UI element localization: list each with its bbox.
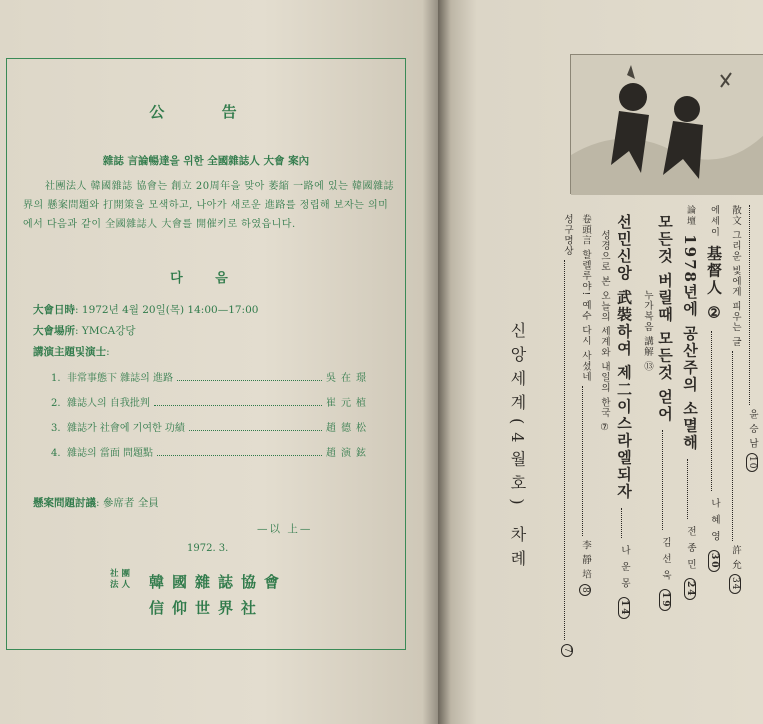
place-row: 大會場所: YMCA강당: [33, 325, 136, 337]
dot-leader: [732, 351, 738, 541]
toc-author: 나 혜 영: [709, 497, 720, 543]
org-name-2: 信仰世界社: [149, 599, 265, 617]
date-row: 大會日時: 1972년 4월 20일(목) 14:00—17:00: [33, 304, 259, 316]
dot-leader: [582, 386, 588, 536]
discussion-label: 懸案問題討議: [33, 497, 96, 509]
dot-leader: [749, 205, 755, 405]
toc-entry: [745, 205, 759, 472]
illustration: [570, 54, 763, 194]
speech-item: [51, 394, 371, 419]
speech-item: [51, 369, 371, 394]
dot-leader: [154, 400, 322, 406]
toc-author: 李 靜 培: [580, 539, 591, 580]
toc-entry: [578, 214, 592, 596]
toc-entry: [597, 230, 611, 434]
org-tag: 社 團 法 人: [110, 569, 130, 590]
speech-speaker: 吳在璟: [326, 373, 371, 384]
speech-num: 3.: [51, 423, 61, 434]
toc-page: 8: [579, 584, 591, 597]
notice-subtitle: 雜誌 言論暢達을 위한 全國雜誌人 大會 案內: [102, 155, 310, 167]
toc-entry: [614, 214, 635, 619]
dot-leader: [687, 459, 693, 519]
place-label: 大會場所: [33, 325, 75, 337]
discussion-row: 懸案問題討議: 參席者 全員: [33, 497, 159, 509]
speech-item: [51, 444, 371, 469]
toc-entry: [560, 214, 574, 657]
speech-speaker: 趙演鉉: [326, 448, 371, 459]
speech-num: 2.: [51, 398, 61, 409]
dot-leader: [189, 425, 322, 431]
speech-speaker: 趙德松: [326, 423, 371, 434]
toc-entry: [704, 205, 725, 572]
toc-title: 성경으로 본 오늘의 세계와 내일의 한국 ⑦: [599, 230, 610, 435]
speech-topic: 雜誌人의 自我批判: [67, 398, 150, 409]
speech-num: 4.: [51, 448, 61, 459]
date-value: 1972년 4월 20일(목) 14:00—17:00: [81, 304, 259, 316]
toc-page: 34: [729, 574, 741, 593]
toc-page: 7: [561, 644, 573, 657]
toc-author: 윤 승 남: [747, 409, 758, 449]
toc-author: 許 允: [730, 545, 741, 571]
toc-title: 성구명상: [562, 214, 573, 256]
toc-page: 14: [618, 597, 630, 620]
toc-category: 에세이: [709, 205, 719, 238]
speech-item: [51, 419, 371, 444]
speeches-label: 講演主題및演士: [33, 346, 107, 358]
toc-page: 19: [659, 589, 671, 612]
toc-category: 論壇: [685, 205, 695, 227]
toc-title: 누가복음 講解 ⑬: [642, 290, 653, 372]
toc-author: 나 운 몽: [619, 544, 630, 590]
toc-title: 모든것 버릴때 모든것 얻어: [656, 214, 674, 423]
dot-leader: [662, 430, 668, 530]
toc-entry: [655, 214, 676, 611]
date-label: 大會日時: [33, 304, 75, 316]
notice-body: 社團法人 韓國雜誌 協會는 創立 20周年을 맞아 萎縮 一路에 있는 韓國雜誌界의 懸案問題와 打開策을 모색하고, 나아가 새로운 進路를 정립해 보자는 의미에서 다음과 같이 全國雜誌人 大會를 開催키로 하였읍니다.: [23, 181, 394, 230]
ending-mark: —以 上—: [257, 523, 313, 535]
org-name: 韓國雜誌協會: [149, 573, 288, 591]
da-eum-heading: 다 음: [170, 271, 242, 286]
notice-title: 公 告: [149, 103, 263, 121]
toc-title: 基督人 ②: [705, 245, 723, 324]
speech-num: 1.: [51, 373, 61, 384]
toc-entry: [728, 205, 742, 594]
notice-box: [6, 58, 406, 650]
toc-author: 전 종 민: [685, 525, 696, 571]
toc-page: 24: [684, 578, 696, 601]
figures-illustration: [571, 55, 763, 195]
dot-leader: [621, 508, 627, 538]
speech-list: [51, 369, 371, 469]
dot-leader: [157, 450, 322, 456]
toc-title: 그리운 빛에게 피우는 글: [730, 230, 741, 348]
toc-title: 선민신앙 武裝하여 제二이스라엘되자: [615, 214, 633, 501]
toc-author: 김 선 욱: [660, 537, 671, 582]
toc-category: 散文: [730, 205, 741, 226]
toc-page: 10: [746, 453, 758, 472]
toc-page: 30: [708, 550, 720, 573]
dot-leader: [711, 331, 717, 491]
speech-speaker: 崔元植: [326, 398, 371, 409]
dot-leader: [564, 260, 570, 640]
toc-title: 1978년에 공산주의 소멸해: [681, 234, 699, 452]
notice-date: 1972. 3.: [187, 543, 229, 554]
speech-topic: 雜誌가 社會에 기여한 功績: [67, 423, 185, 434]
speeches-row: 講演主題및演士:: [33, 346, 110, 358]
toc-entry: [640, 290, 654, 372]
place-value: YMCA강당: [81, 325, 136, 337]
speech-topic: 雜誌의 當面 問題點: [67, 448, 154, 459]
dot-leader: [177, 375, 322, 381]
toc-category: 卷頭言: [580, 214, 591, 246]
magazine-title: 신앙세계(4월호) 차례: [508, 322, 527, 574]
toc-title: 할렐루야! 예수 다시 사셨네: [580, 249, 591, 382]
discussion-value: 參席者 全員: [102, 497, 159, 509]
speech-topic: 非常事態下 雜誌의 進路: [67, 373, 174, 384]
toc-entry: [680, 205, 701, 600]
